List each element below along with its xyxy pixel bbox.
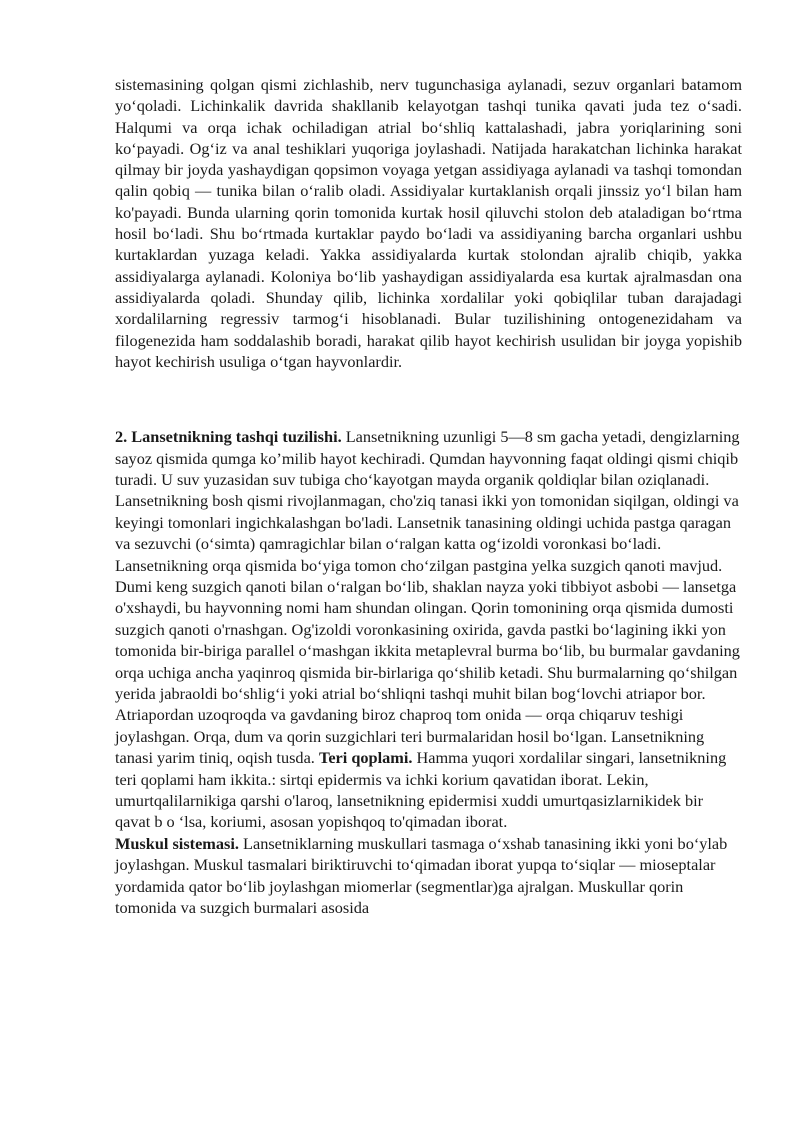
section-heading-external-structure: 2. Lansetnikning tashqi tuzilishi. [115,427,342,447]
paragraph-lansetnik-external [115,426,742,833]
paragraph-gap [115,372,742,426]
section-text-external-structure: Lansetnikning uzunligi 5—8 sm gacha yetadi, dengizlarning sayoz qismida qumga ko’milib hayot kechiradi. Qumdan hayvonning faqat oldingi qismi chiqib turadi. U suv yuzasidan suv tubiga cho‘kayotgan mayda organik qoldiqlar bilan oziqlanadi. Lansetnikning bosh qismi rivojlanmagan, cho'ziq tanasi ikki yon tomonidan siqilgan, oldingi va keyingi tomonlari ingichkalashgan bo'ladi. Lansetnik tanasining oldingi uchida pastga qaragan va sezuvchi (o‘simta) qamragichlar bilan o‘ralgan katta og‘izoldi voronkasi bo‘ladi. Lansetnikning orqa qismida bo‘yiga tomon cho‘zilgan pastgina yelka suzgich qanoti mavjud. Dumi keng suzgich qanoti bilan o‘ralgan bo‘lib, shaklan nayza yoki tibbiyot asbobi — lansetga o'xshaydi, bu hayvonning nomi ham shundan olingan. Qorin tomonining orqa qismida dumosti suzgich qanoti o'rnashgan. Og'izoldi voronkasining oxirida, gavda pastki bo‘lagining ikki yon tomonida bir-biriga parallel o‘mashgan ikkita metaplevral burma bo‘lib, bu burmalar gavdaning orqa uchiga ancha yaqinroq qismida bir-birlariga qo‘shilib ketadi. Shu burmalarning qo‘shilgan yerida jabraoldi bo‘shlig‘i yoki atrial bo‘shliqni tashqi muhit bilan bog‘lovchi atriapor bor. Atriapordan uzoqroqda va gavdaning biroz chaproq tom onida — orqa chiqaruv teshigi joylashgan. Orqa, dum va qorin suzgichlari teri burmalaridan hosil bo‘lgan. Lansetnikning tanasi yarim tiniq, oqish tusda. [115,427,740,768]
paragraph-assidiya: sistemasining qolgan qismi zichlashib, nerv tugunchasiga aylanadi, sezuv organlari batamom yo‘qoladi. Lichinkalik davrida shakllanib kelayotgan tashqi tunika qavati juda tez o‘sadi. Halqumi va orqa ichak ochiladigan atrial bo‘shliq kattalashadi, jabra yoriqlarining soni ko‘payadi. Og‘iz va anal teshiklari yuqoriga joylashadi. Natijada harakatchan lichinka harakat qilmay bir joyda yashaydigan qopsimon voyaga yetgan assidiyaga aylanadi va tashqi tomondan qalin qobiq — tunika bilan o‘ralib oladi. Assidiyalar kurtaklanish orqali jinssiz yo‘l bilan ham ko'payadi. Bunda ularning qorin tomonida kurtak hosil qiluvchi stolon deb ataladigan bo‘rtma hosil bo‘ladi. Shu bo‘rtmada kurtaklar paydo bo‘ladi va assidiyaning barcha organlari ushbu kurtaklardan yuzaga keladi. Yakka assidiyalarda kurtak stolondan ajralib chiqib, yakka assidiyalarga aylanadi. Koloniya bo‘lib yashaydigan assidiyalarda esa kurtak ajralmasdan ona assidiyalarda qoladi. Shunday qilib, lichinka xordalilar yoki qobiqlilar tuban darajadagi xordalilarning regressiv tarmog‘i hisoblanadi. Bular tuzilishining ontogenezidaham va filogenezida ham soddalashib boradi, harakat qilib hayot kechirish usulidan bir joyga yopishib hayot kechirish usuliga o‘tgan hayvonlardir. [115,75,742,371]
section-heading-muscle-system: Muskul sistemasi. [115,833,239,853]
subheading-skin: Teri qoplami. [318,748,413,768]
section-text-muscle-system: Lansetniklarning muskullari tasmaga o‘xshab tanasining ikki yoni bo‘ylab joylashgan. Muskul tasmalari biriktiruvchi to‘qimadan iborat yupqa to‘siqlar — mioseptalar yordamida qator bo‘lib joylashgan miomerlar (segmentlar)ga ajralgan. Muskullar qorin tomonida va suzgich burmalari asosida [115,833,728,918]
document-page [115,74,742,919]
section-text-skin: Hamma yuqori xordalilar singari, lansetnikning teri qoplami ham ikkita.: sirtqi epidermis va ichki korium qavatidan iborat. Lekin, umurtqalilarnikiga qarshi o'laroq, lansetnikning epidermisi xuddi umurtqasizlarnikidek bir qavat b o ‘lsa, koriumi, asosan yopishqoq to'qimadan iborat. [115,748,727,832]
paragraph-muscle-system [115,833,742,919]
